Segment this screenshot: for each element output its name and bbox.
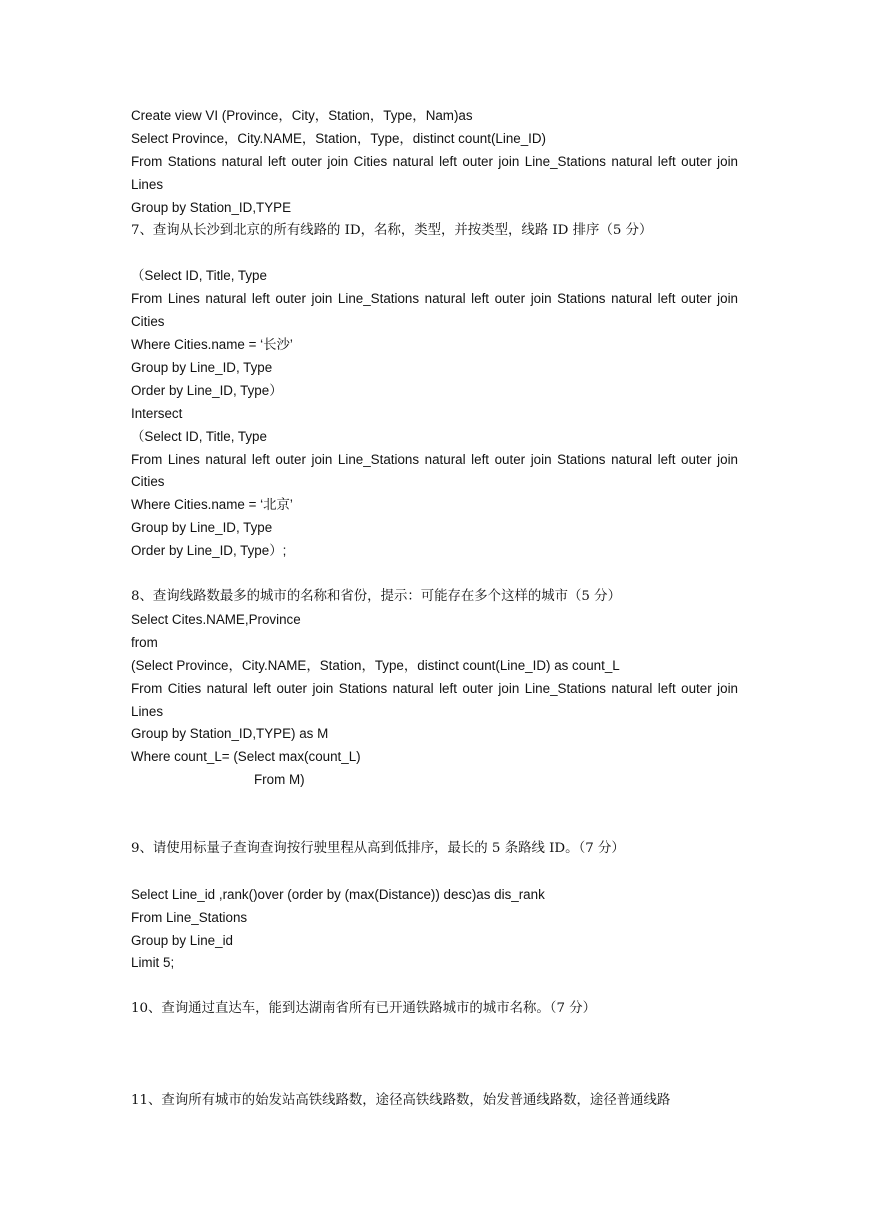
spacer: [131, 563, 738, 586]
q8-sub-from: From Cities natural left outer join Stations natural left outer join Line_Stations natural left outer join Lines: [131, 680, 738, 719]
q7-where-2: Where Cities.name = ‘北京’: [131, 497, 293, 513]
q8-from-keyword: from: [131, 634, 158, 650]
q8-where: Where count_L= (Select max(count_L): [131, 749, 361, 765]
q8-select: Select Cites.NAME,Province: [131, 611, 301, 627]
q7-group-1: Group by Line_ID, Type: [131, 359, 273, 375]
spacer: [131, 1021, 738, 1044]
q7-order-2: Order by Line_ID, Type）;: [131, 543, 287, 559]
q8-sub-select: (Select Province，City.NAME，Station，Type，distinct count(Line_ID) as count_L: [131, 657, 620, 673]
view-create-line: Create view VI (Province，City，Station，Type，Nam)as: [131, 108, 473, 123]
question-7-title: 7、查询从长沙到北京的所有线路的 ID，名称，类型，并按类型，线路 ID 排序（5 分）: [131, 222, 653, 238]
q8-sub-group: Group by Station_ID,TYPE) as M: [131, 726, 329, 742]
spacer: [131, 861, 738, 884]
question-9-title: 9、请使用标量子查询查询按行驶里程从高到低排序，最长的 5 条路线 ID。（7 分）: [131, 840, 625, 856]
question-11-title: 11、查询所有城市的始发站高铁线路数，途径高铁线路数，始发普通线路数，途径普通线路: [131, 1092, 671, 1108]
view-select-line: Select Province，City.NAME，Station，Type，distinct count(Line_ID): [131, 130, 547, 146]
q9-select: Select Line_id ,rank()over (order by (max(Distance)) desc)as dis_rank: [131, 886, 545, 902]
question-8-title: 8、查询线路数最多的城市的名称和省份，提示：可能存在多个这样的城市（5 分）: [131, 589, 621, 604]
view-group-line: Group by Station_ID,TYPE: [131, 199, 292, 215]
q7-group-2: Group by Line_ID, Type: [131, 520, 273, 536]
q9-from: From Line_Stations: [131, 909, 248, 925]
q7-select-1: （Select ID, Title, Type: [131, 268, 267, 284]
q7-intersect: Intersect: [131, 405, 183, 421]
view-from-line: From Stations natural left outer join Cities natural left outer join Line_Stations natural left outer join Lines: [131, 153, 738, 192]
q8-where-from: From M): [254, 772, 305, 788]
spacer: [131, 1067, 738, 1090]
q9-group: Group by Line_id: [131, 932, 233, 948]
spacer: [131, 1044, 738, 1067]
q7-from-2: From Lines natural left outer join Line_Stations natural left outer join Stations natural left outer join Cities: [131, 451, 738, 490]
document-body: [131, 105, 738, 1113]
q7-select-2: （Select ID, Title, Type: [131, 428, 267, 444]
spacer: [131, 975, 738, 998]
spacer: [131, 792, 738, 815]
spacer: [131, 815, 738, 838]
question-10-title: 10、查询通过直达车，能到达湖南省所有已开通铁路城市的城市名称。（7 分）: [131, 1001, 597, 1017]
q7-from-1: From Lines natural left outer join Line_Stations natural left outer join Stations natural left outer join Cities: [131, 291, 738, 330]
q9-limit: Limit 5;: [131, 955, 175, 971]
q7-where-1: Where Cities.name = ‘长沙’: [131, 337, 293, 353]
spacer: [131, 242, 738, 265]
q7-order-1: Order by Line_ID, Type）: [131, 382, 283, 398]
